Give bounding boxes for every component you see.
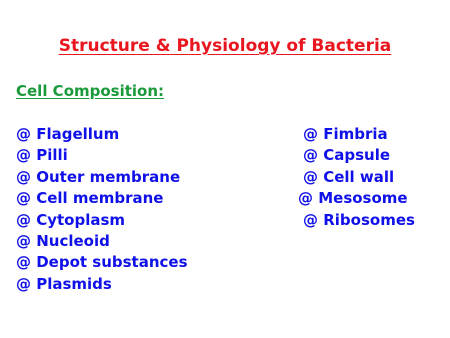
list-item: @ Capsule [303,146,391,165]
list-item: @ Depot substances [16,253,188,272]
list-item: @ Cell wall [303,167,395,186]
list-item: @ Plasmids [16,274,112,293]
list-item: @ Pilli [16,146,68,165]
slide-title: Structure & Physiology of Bacteria [58,36,392,56]
list-item: @ Mesosome [298,189,408,208]
list-item: @ Cell membrane [16,189,164,208]
list-item: @ Nucleoid [16,232,110,251]
list-item: @ Flagellum [16,125,120,143]
right-component-list [298,124,415,231]
section-heading: Cell Composition: [16,82,165,100]
list-item: @ Ribosomes [303,210,415,229]
list-item: @ Outer membrane [16,167,181,186]
left-component-list [16,124,188,295]
list-item: @ Fimbria [303,125,388,143]
list-item: @ Cytoplasm [16,210,126,229]
